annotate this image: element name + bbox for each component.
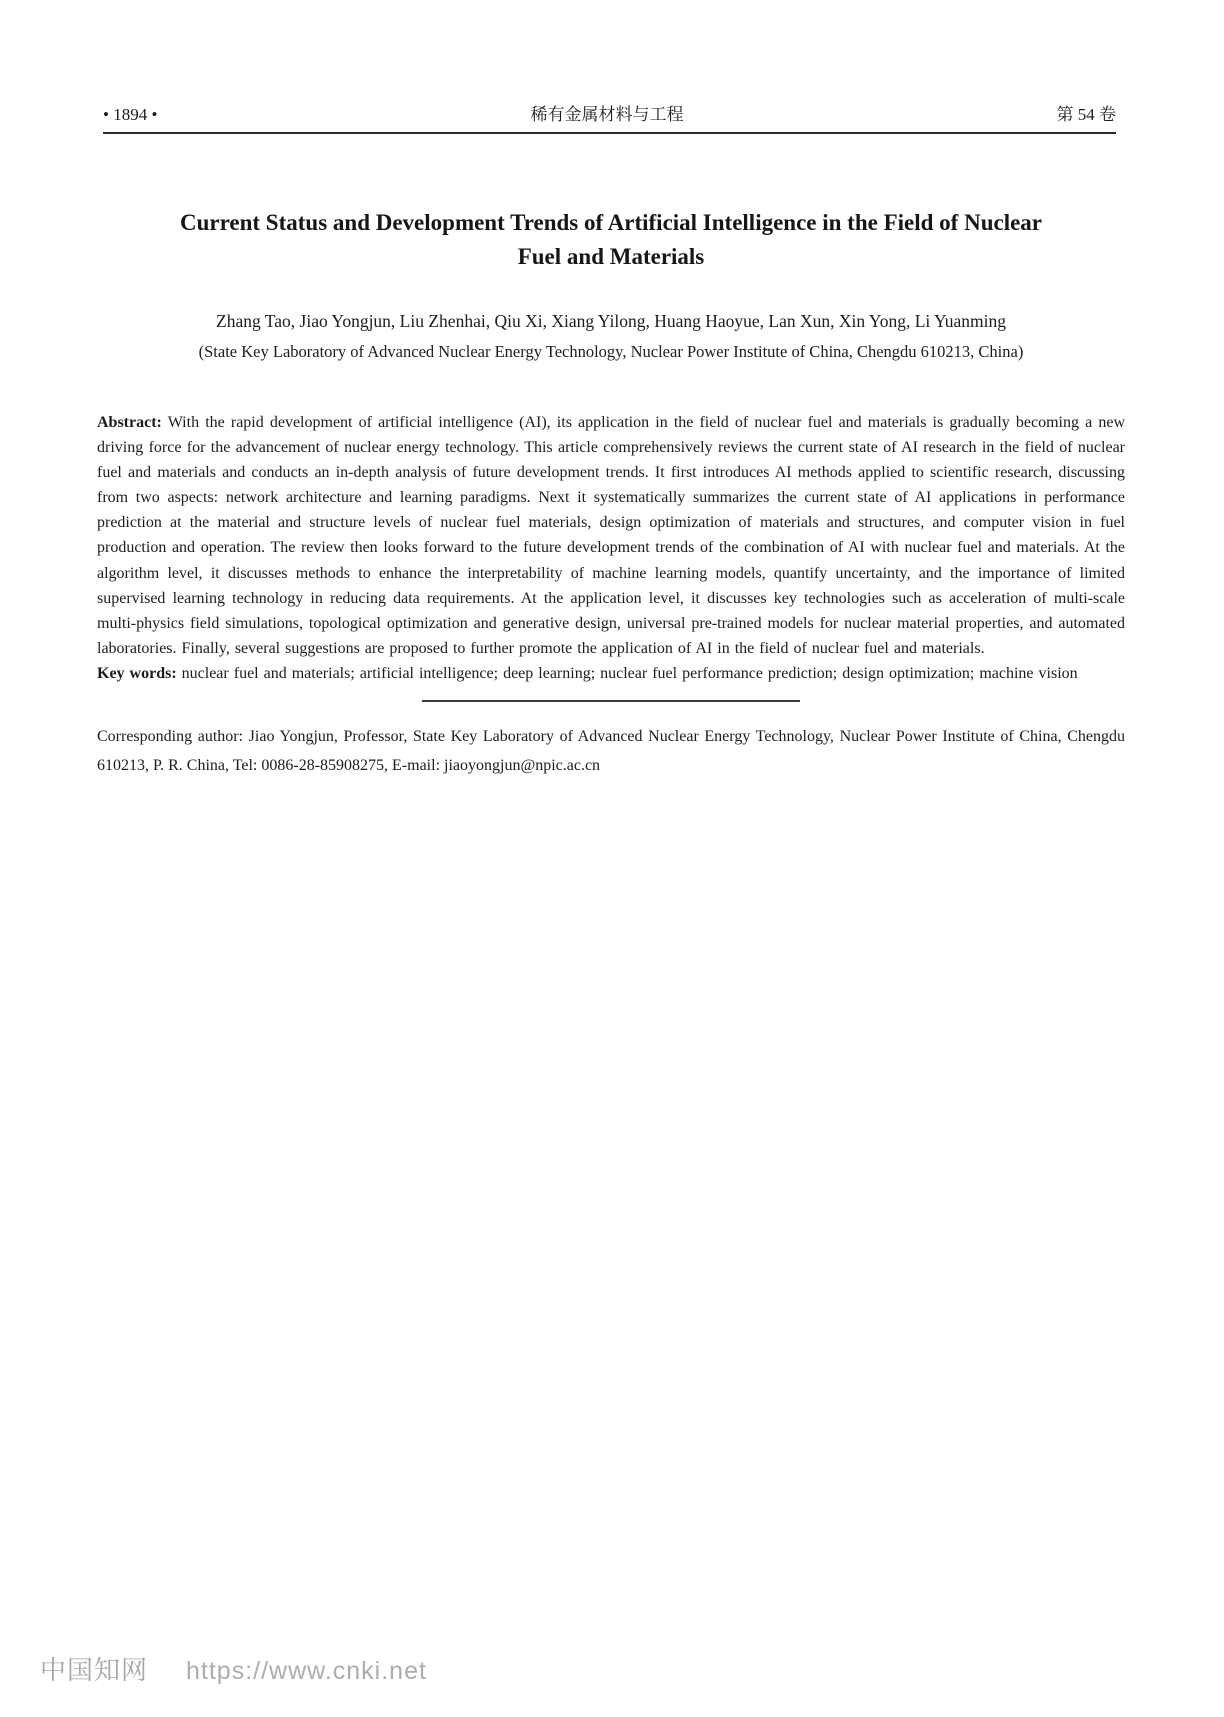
affiliation-line: (State Key Laboratory of Advanced Nuclear Energy Technology, Nuclear Power Institute of China, Chengdu 610213, China) [198, 342, 1024, 361]
abstract-label: Abstract: [97, 414, 162, 431]
authors-line: Zhang Tao, Jiao Yongjun, Liu Zhenhai, Qiu Xi, Xiang Yilong, Huang Haoyue, Lan Xun, Xin Yong, Li Yuanming [216, 311, 1006, 331]
abstract-text: With the rapid development of artificial intelligence (AI), its application in the field of nuclear fuel and materials is gradually becoming a new driving force for the advancement of nuclear energy technology. This article comprehensively reviews the current state of AI research in the field of nuclear fuel and materials and conducts an in-depth analysis of future development trends. It first introduces AI methods applied to scientific research, discussing from two aspects: network architecture and learning paradigms. Next it systematically summarizes the current state of AI applications in performance prediction at the material and structure levels of nuclear fuel materials, design optimization of materials and structures, and computer vision in fuel production and operation. The review then looks forward to the future development trends of the combination of AI with nuclear fuel and materials. At the algorithm level, it discusses methods to enhance the interpretability of machine learning models, quantify uncertainty, and the importance of limited supervised learning technology in reducing data requirements. At the application level, it discusses key technologies such as acceleration of multi-scale multi-physics field simulations, topological optimization and generative design, universal pre-trained models for nuclear material properties, and automated laboratories. Finally, several suggestions are proposed to further promote the application of AI in the field of nuclear fuel and materials. [97, 414, 1125, 657]
page-number: • 1894 • [103, 105, 158, 124]
article-title [97, 206, 1125, 274]
footnote-divider [422, 700, 800, 702]
article-title-line2: Fuel and Materials [517, 244, 705, 269]
keywords-text: nuclear fuel and materials; artificial intelligence; deep learning; nuclear fuel performance prediction; design optimization; machine vision [181, 664, 1078, 682]
corresponding-author-note: Corresponding author: Jiao Yongjun, Professor, State Key Laboratory of Advanced Nuclear Energy Technology, Nuclear Power Institute of China, Chengdu 610213, P. R. China, Tel: 0086-28-85908275, E-mail: jiaoyongjun@npic.ac.cn [97, 728, 1125, 775]
keywords-label: Key words: [97, 664, 177, 682]
volume-number: 第 54 卷 [1056, 105, 1116, 124]
cnki-url-link[interactable]: https://www.cnki.net [186, 1657, 427, 1685]
journal-name: 稀有金属材料与工程 [530, 105, 684, 124]
article-title-line1: Current Status and Development Trends of Artificial Intelligence in the Field of Nuclear [179, 210, 1043, 235]
abstract-paragraph [97, 410, 1125, 661]
cnki-brand-label: 中国知网 [40, 1655, 149, 1685]
cnki-watermark [40, 1650, 427, 1687]
article-body [97, 128, 1125, 780]
keywords-paragraph [97, 661, 1125, 686]
